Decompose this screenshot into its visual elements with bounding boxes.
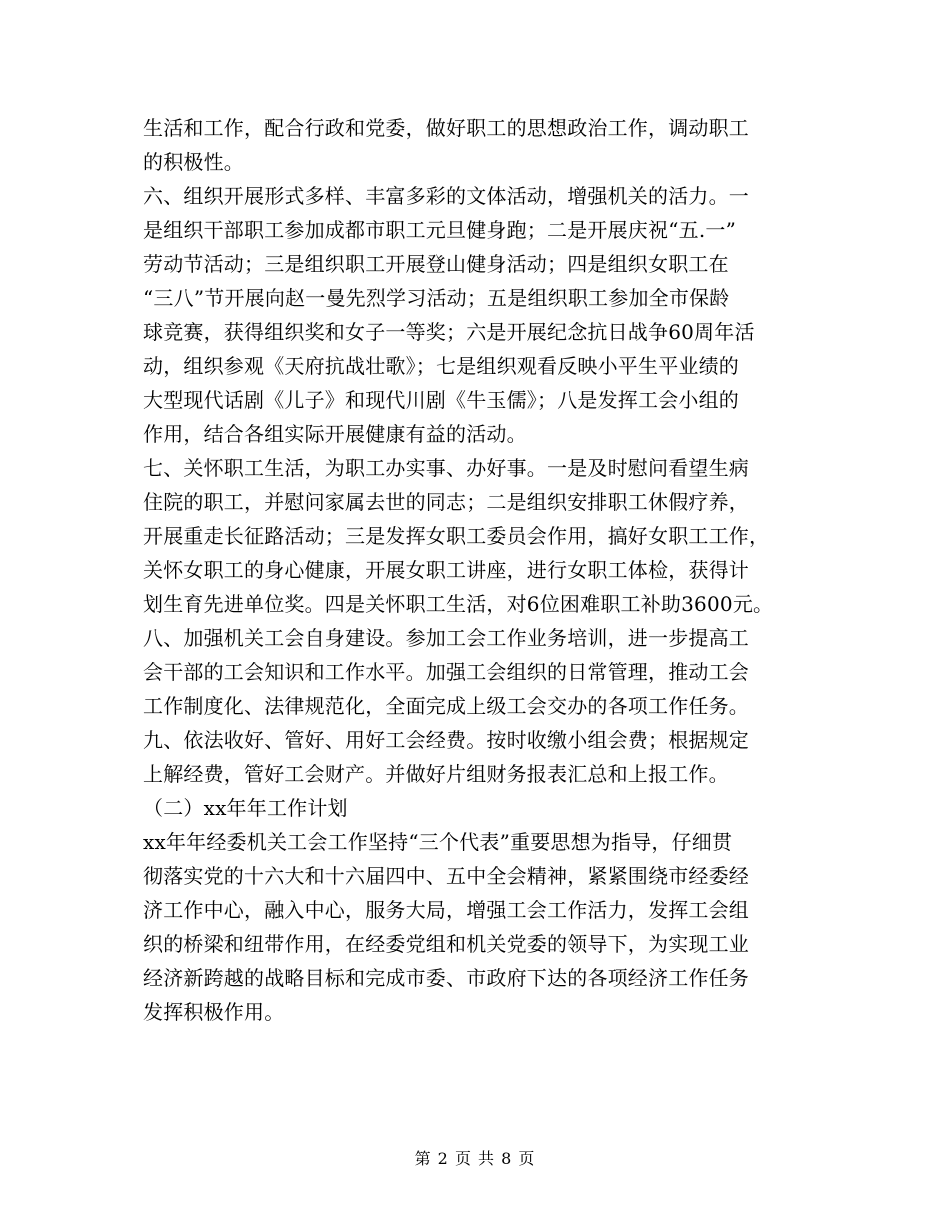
text-line: 经济新跨越的战略目标和完成市委、市政府下达的各项经济工作任务 bbox=[143, 966, 749, 990]
text-line: 生活和工作，配合行政和党委，做好职工的思想政治工作，调动职工 bbox=[143, 116, 749, 140]
text-line: 七、关怀职工生活，为职工办实事、办好事。一是及时慰问看望生病 bbox=[143, 456, 749, 480]
text-line: 关怀女职工的身心健康，开展女职工讲座，进行女职工体检，获得计 bbox=[143, 558, 749, 582]
text-line: 的积极性。 bbox=[143, 150, 244, 174]
text-line: 会干部的工会知识和工作水平。加强工会组织的日常管理，推动工会 bbox=[143, 660, 749, 684]
text-line: 六、组织开展形式多样、丰富多彩的文体活动，增强机关的活力。一 bbox=[143, 184, 749, 208]
text-line: 大型现代话剧《儿子》和现代川剧《牛玉儒》；八是发挥工会小组的 bbox=[143, 388, 739, 412]
text-line: 上解经费，管好工会财产。并做好片组财务报表汇总和上报工作。 bbox=[143, 762, 729, 786]
text-line: 作用，结合各组实际开展健康有益的活动。 bbox=[143, 422, 527, 446]
text-line: 工作制度化、法律规范化，全面完成上级工会交办的各项工作任务。 bbox=[143, 694, 749, 718]
text-line: 彻落实党的十六大和十六届四中、五中全会精神，紧紧围绕市经委经 bbox=[143, 864, 749, 888]
text-line: 住院的职工，并慰问家属去世的同志；二是组织安排职工休假疗养， bbox=[143, 490, 749, 514]
section-heading: （二）xx年年工作计划 bbox=[143, 796, 348, 820]
text-line: 是组织干部职工参加成都市职工元旦健身跑；二是开展庆祝“五.一” bbox=[143, 218, 737, 242]
text-line: 发挥积极作用。 bbox=[143, 1000, 285, 1024]
page-number-footer: 第 2 页 共 8 页 bbox=[414, 1149, 536, 1168]
text-line: 划生育先进单位奖。四是关怀职工生活，对6位困难职工补助3600元。 bbox=[143, 592, 774, 616]
text-line: 织的桥梁和纽带作用，在经委党组和机关党委的领导下，为实现工业 bbox=[143, 932, 749, 956]
text-line: 济工作中心，融入中心，服务大局，增强工会工作活力，发挥工会组 bbox=[143, 898, 749, 922]
text-line: 劳动节活动；三是组织职工开展登山健身活动；四是组织女职工在 bbox=[143, 252, 729, 276]
text-line: 开展重走长征路活动；三是发挥女职工委员会作用，搞好女职工工作， bbox=[143, 524, 770, 548]
text-line: 九、依法收好、管好、用好工会经费。按时收缴小组会费；根据规定 bbox=[143, 728, 749, 752]
text-line: xx年年经委机关工会工作坚持“三个代表”重要思想为指导，仔细贯 bbox=[143, 830, 733, 854]
document-body bbox=[143, 111, 843, 1029]
text-line: “三八”节开展向赵一曼先烈学习活动；五是组织职工参加全市保龄 bbox=[143, 286, 730, 310]
text-line: 八、加强机关工会自身建设。参加工会工作业务培训，进一步提高工 bbox=[143, 626, 749, 650]
text-line: 球竞赛，获得组织奖和女子一等奖；六是开展纪念抗日战争60周年活 bbox=[143, 320, 755, 344]
text-line: 动，组织参观《天府抗战壮歌》；七是组织观看反映小平生平业绩的 bbox=[143, 354, 739, 378]
